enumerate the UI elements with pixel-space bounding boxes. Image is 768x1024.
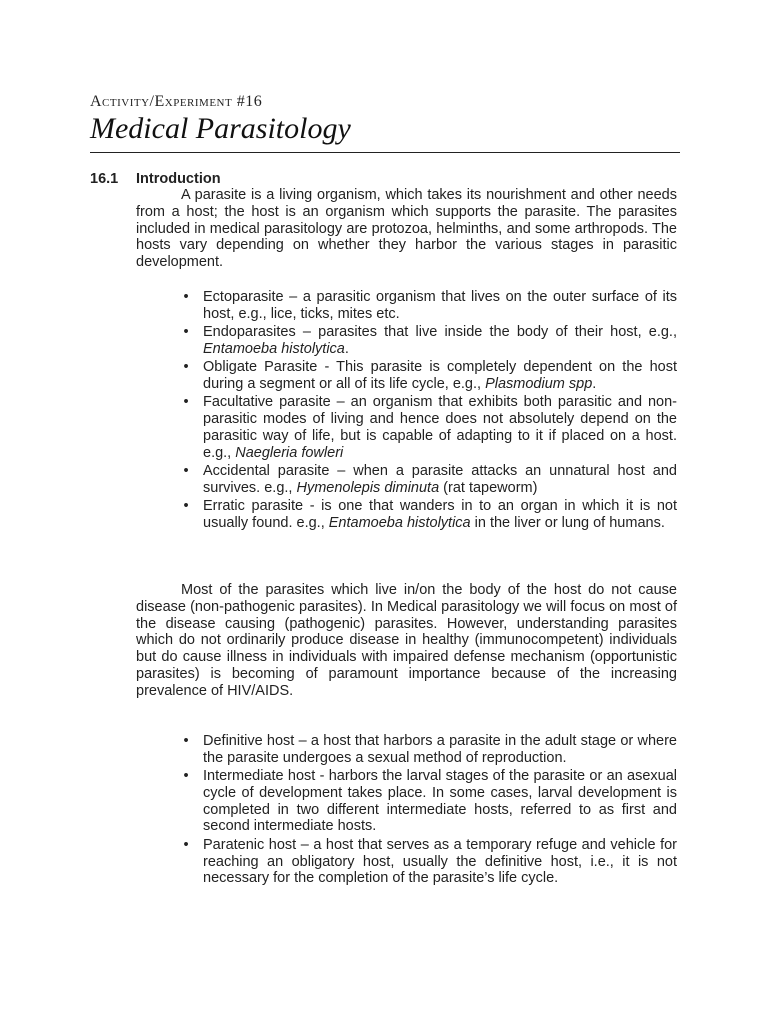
second-paragraph: Most of the parasites which live in/on the body of the host do not cause disease (non-pathogenic parasites). In Medical parasitology we will focus on most of the disease causing (pathogenic) parasites. However, understanding parasites which do not ordinarily produce disease in healthy (immunocompetent) individuals but do cause illness in individuals with impaired defense mechanism (opportunistic parasites) is becoming of paramount importance because of the increasing prevalence of HIV/AIDS. (136, 582, 677, 699)
list-item: • Intermediate host - harbors the larval stages of the parasite or an asexual cycle of development takes place. In some cases, larval development is completed in two different intermediate hosts, referred to as first and second intermediate hosts. (136, 768, 677, 835)
page-title: Medical Parasitology (90, 112, 351, 145)
activity-label: Activity/Experiment #16 (90, 93, 263, 110)
list-item: • Ectoparasite – a parasitic organism that lives on the outer surface of its host, e.g., lice, ticks, mites etc. (136, 289, 677, 323)
bullet-icon: • (183, 324, 189, 341)
intro-paragraph: A parasite is a living organism, which takes its nourishment and other needs from a host; the host is an organism which supports the parasite. The parasites included in medical parasitology are protozoa, helminths, and some arthropods. The hosts vary depending on whether they harbor the various stages in parasitic development. (136, 187, 677, 271)
section-number: 16.1 (90, 171, 119, 187)
bullet-icon: • (183, 359, 189, 376)
list-item: • Facultative parasite – an organism that exhibits both parasitic and non-parasitic modes of living and hence does not absolutely depend on the parasitic way of life, but is capable of adapting to it if placed on a host. e.g., Naegleria fowleri (136, 394, 677, 461)
list-item: • Erratic parasite - is one that wanders in to an organ in which it is not usually found. e.g., Entamoeba histolytica in the liver or lung of humans. (136, 498, 677, 532)
bullet-icon: • (183, 836, 189, 853)
list-item: • Accidental parasite – when a parasite attacks an unnatural host and survives. e.g., Hymenolepis diminuta (rat tapeworm) (136, 463, 677, 497)
bullet-icon: • (183, 462, 189, 479)
list-item: • Endoparasites – parasites that live inside the body of their host, e.g., Entamoeba histolytica. (136, 324, 677, 358)
bullet-icon: • (183, 768, 189, 785)
host-types-list (136, 733, 677, 889)
bullet-icon: • (183, 733, 189, 749)
parasite-types-list (136, 289, 677, 533)
bullet-icon: • (183, 394, 189, 411)
bullet-icon: • (183, 498, 189, 515)
bullet-icon: • (183, 289, 189, 305)
section-title: Introduction (136, 171, 221, 187)
title-divider (90, 152, 680, 153)
list-item: • Paratenic host – a host that serves as a temporary refuge and vehicle for reaching an obligatory host, usually the definitive host, i.e., it is not necessary for the completion of the parasite’s life cycle. (136, 837, 677, 887)
list-item: • Obligate Parasite - This parasite is completely dependent on the host during a segment or all of its life cycle, e.g., Plasmodium spp. (136, 359, 677, 393)
list-item: • Definitive host – a host that harbors a parasite in the adult stage or where the parasite undergoes a sexual method of reproduction. (136, 733, 677, 767)
